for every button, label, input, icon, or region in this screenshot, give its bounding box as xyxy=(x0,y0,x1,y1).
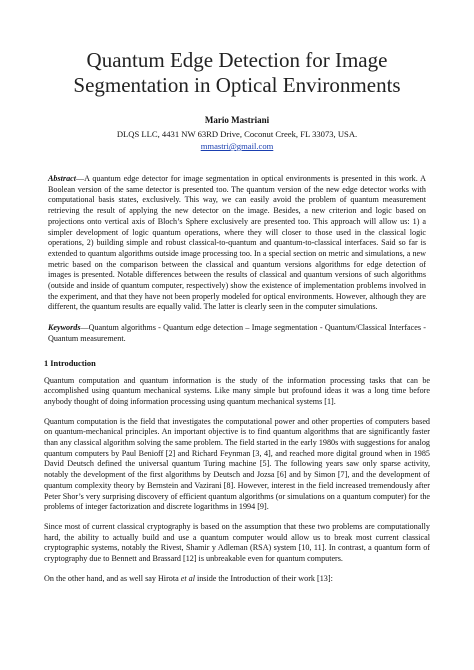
author-affiliation: DLQS LLC, 4431 NW 63RD Drive, Coconut Creek, FL 33073, USA. xyxy=(116,129,358,139)
paragraph-4-pre: On the other hand, and as well say Hirota xyxy=(44,573,181,583)
keywords-lead: Keywords xyxy=(48,323,81,333)
author-name: Mario Mastriani xyxy=(204,115,270,125)
section-heading-introduction: 1 Introduction xyxy=(44,358,96,368)
abstract-lead: Abstract xyxy=(48,174,76,183)
keywords-text: —Quantum algorithms - Quantum edge detection – Image segmentation - Quantum/Classical Interfaces - Quantum measurement. xyxy=(48,323,426,343)
paragraph-3: Since most of current classical cryptography is based on the assumption that these two problems are computationally hard, the ability to actually build and use a quantum computer would allow us to break most current classical cryptographic systems, notably the Rivest, Shamir y Adleman (RSA) system [10, 11]. In contrast, a quantum form of cryptography due to Bennett and Brassard [12] is unbreakable even for quantum computers. xyxy=(44,521,430,564)
paragraph-4 xyxy=(44,574,430,585)
paragraph-1: Quantum computation and quantum information is the study of the information processing tasks that can be accomplished using quantum mechanical systems. Like many simple but profound ideas it was a long time before anybody thought of doing information processing using quantum mechanical systems [1]. xyxy=(44,375,430,406)
paper-title: Quantum Edge Detection for Image Segmentation in Optical Environments xyxy=(73,48,401,97)
author-email xyxy=(44,141,430,151)
paragraph-2: Quantum computation is the field that investigates the computational power and other properties of computers based on quantum-mechanical principles. An important objective is to find quantum algorithms that are significantly faster than any classical algorithm solving the same problem. The field started in the early 1980s with suggestions for analog quantum computers by Paul Benioff [2] and Richard Feynman [3, 4], and reached more digital ground when in 1985 David Deutsch defined the universal quantum Turing machine [5]. The following years saw only sparse activity, notably the development of the first algorithms by Deutsch and Jozsa [6] and by Simon [7], and the development of quantum complexity theory by Bernstein and Vazirani [8]. However, interest in the field increased tremendously after Peter Shor’s very surprising discovery of efficient quantum algorithms (or simulations on a quantum computer) for the problems of integer factorization and discrete logarithms in 1994 [9]. xyxy=(44,416,430,512)
abstract xyxy=(44,174,430,313)
email-link[interactable]: mmastri@gmail.com xyxy=(200,141,274,151)
abstract-text: —A quantum edge detector for image segmentation in optical environments is presented in this work. A Boolean version of the same detector is presented too. The quantum version of the new edge detector works with computational basis states, exclusively. This way, we can easily avoid the problem of quantum measurement retrieving the result of applying the new detector on the image. Besides, a new criterion and logic based on projections onto vertical axis of Bloch’s Sphere exclusively are presented too. This approach will allow us: 1) a simpler development of logic quantum operations, where they will closer to those used in the classical logic operations, 2) building simple and robust classical-to-quantum and quantum-to-classical interfaces. Said so far is extended to quantum algorithms outside image processing too. In a special section on metric and simulations, a new metric based on the comparison between the classical and quantum versions algorithms for edge detection of images is presented. Notable differences between the results of classical and quantum versions of such algorithms (outside and inside of quantum computer, respectively) show the existence of implementation problems involved in the experiment, and that they have not been properly modeled for optical environments. However, although they are different, the quantum results are equally valid. The latter is clearly seen in the computer simulations. xyxy=(48,174,426,312)
keywords xyxy=(44,323,430,344)
paragraph-4-em: et al xyxy=(180,573,195,583)
paragraph-4-post: inside the Introduction of their work [13]: xyxy=(194,573,333,583)
